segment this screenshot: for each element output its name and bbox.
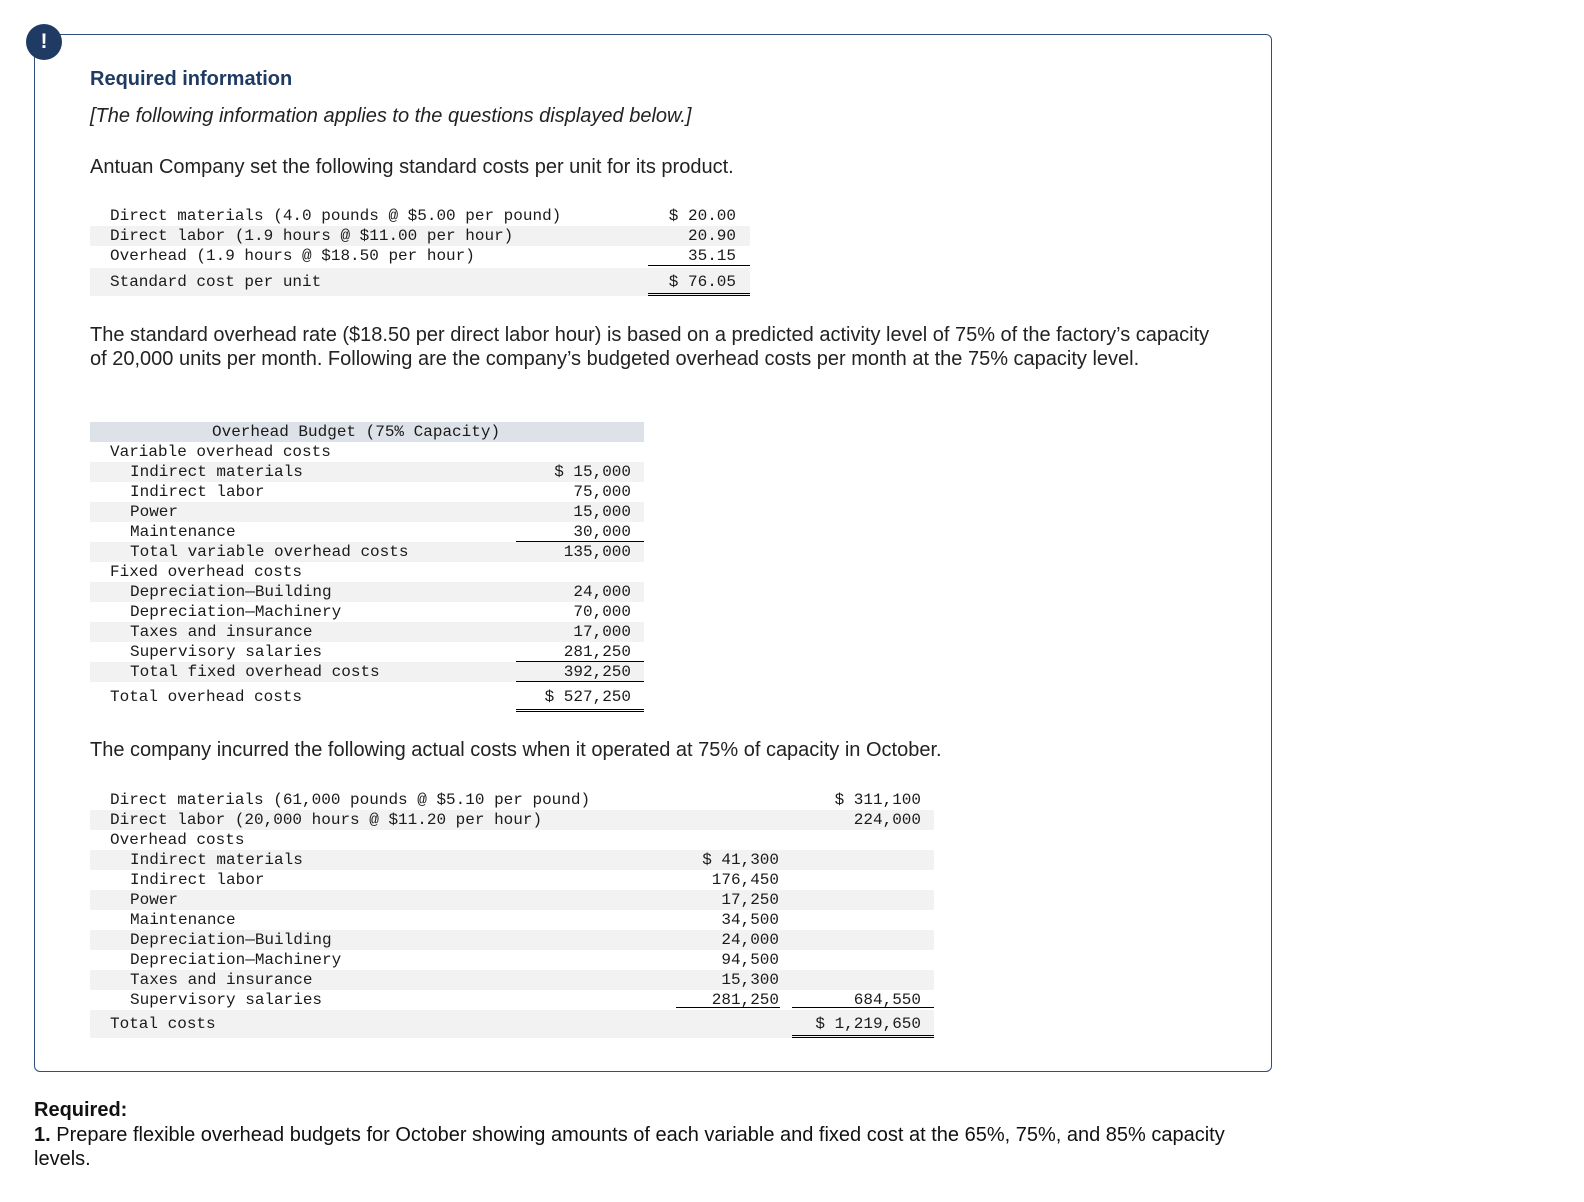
row-value: 17,250 — [721, 891, 779, 909]
row-label: Total variable overhead costs — [130, 543, 409, 561]
subtotal-rule — [792, 1007, 934, 1008]
row-value: 20.90 — [687, 227, 736, 245]
total-double-rule — [516, 709, 644, 712]
row-value: $ 41,300 — [702, 851, 779, 869]
row-value: 15,000 — [573, 503, 631, 521]
required-heading: Required: — [34, 1099, 128, 1121]
row-label: Depreciation—Building — [130, 931, 332, 949]
table-row — [90, 602, 644, 622]
row-value: 392,250 — [563, 663, 631, 681]
table-row — [90, 642, 644, 662]
required-question — [34, 1123, 1284, 1171]
table-subtotal-row — [90, 542, 644, 562]
row-label: Depreciation—Building — [130, 583, 332, 601]
row-value: 15,300 — [721, 971, 779, 989]
table-row — [90, 226, 750, 246]
alert-icon: ! — [26, 24, 62, 60]
table-row — [90, 522, 644, 542]
subtotal-rule — [676, 1007, 780, 1008]
subtotal-rule — [516, 681, 644, 682]
panel-subtitle: [The following information applies to the questions displayed below.] — [90, 105, 692, 127]
subtotal-rule — [648, 265, 750, 266]
row-label: Indirect labor — [130, 871, 265, 889]
row-label: Total costs — [110, 1015, 216, 1033]
intro-text: Antuan Company set the following standard costs per unit for its product. — [90, 156, 734, 178]
row-label: Supervisory salaries — [130, 991, 323, 1009]
table-row — [90, 950, 934, 970]
row-value: 34,500 — [721, 911, 779, 929]
row-value: $ 311,100 — [834, 791, 921, 809]
total-double-rule — [792, 1035, 934, 1038]
table-row — [90, 850, 934, 870]
row-value: $ 76.05 — [668, 273, 736, 291]
row-value: 281,250 — [563, 643, 631, 661]
table-row — [90, 622, 644, 642]
table-row — [90, 502, 644, 522]
row-value: 176,450 — [711, 871, 779, 889]
row-value: 70,000 — [573, 603, 631, 621]
row-label: Total fixed overhead costs — [130, 663, 380, 681]
row-label: Indirect materials — [130, 463, 303, 481]
row-value: $ 527,250 — [544, 688, 631, 706]
section-heading: Fixed overhead costs — [110, 563, 303, 581]
question-number: 1. — [34, 1124, 51, 1146]
row-label: Indirect materials — [130, 851, 303, 869]
section-heading: Variable overhead costs — [110, 443, 331, 461]
row-label: Direct materials (61,000 pounds @ $5.10 per pound) — [110, 791, 591, 809]
row-value: 24,000 — [721, 931, 779, 949]
row-value: 30,000 — [573, 523, 631, 541]
table-row — [90, 246, 750, 266]
table-title: Overhead Budget (75% Capacity) — [212, 423, 501, 441]
total-double-rule — [648, 293, 750, 296]
row-label: Taxes and insurance — [130, 971, 313, 989]
overhead-total-value: 684,550 — [853, 991, 921, 1009]
table-row — [90, 930, 934, 950]
row-label: Indirect labor — [130, 483, 265, 501]
row-value: 35.15 — [687, 247, 736, 265]
table-row — [90, 890, 934, 910]
row-label: Direct materials (4.0 pounds @ $5.00 per pound) — [110, 207, 562, 225]
table-row — [90, 970, 934, 990]
table-row — [90, 206, 750, 226]
row-value: 135,000 — [563, 543, 631, 561]
row-label: Total overhead costs — [110, 688, 303, 706]
row-label: Direct labor (20,000 hours @ $11.20 per hour) — [110, 811, 543, 829]
table-row — [90, 482, 644, 502]
row-label: Maintenance — [130, 523, 236, 541]
row-label: Supervisory salaries — [130, 643, 323, 661]
row-label: Depreciation—Machinery — [130, 951, 342, 969]
row-value: $ 15,000 — [554, 463, 631, 481]
row-value: $ 20.00 — [668, 207, 736, 225]
table-row — [90, 810, 934, 830]
row-label: Power — [130, 891, 179, 909]
table-total-row — [90, 1010, 934, 1038]
table-header — [90, 422, 644, 442]
row-value: 17,000 — [573, 623, 631, 641]
row-value: 281,250 — [711, 991, 779, 1009]
row-value: $ 1,219,650 — [815, 1015, 921, 1033]
table-total-row — [90, 268, 750, 296]
row-value: 24,000 — [573, 583, 631, 601]
table-row — [90, 790, 934, 810]
table-row — [90, 870, 934, 890]
row-label: Taxes and insurance — [130, 623, 313, 641]
table-row — [90, 910, 934, 930]
row-label: Direct labor (1.9 hours @ $11.00 per hour) — [110, 227, 514, 245]
row-value: 224,000 — [853, 811, 921, 829]
row-label: Standard cost per unit — [110, 273, 322, 291]
table-row — [90, 582, 644, 602]
question-text: Prepare flexible overhead budgets for October showing amounts of each variable and fixed cost at the 65%, 75%, and 85% capacity levels. — [34, 1124, 1225, 1170]
row-label: Maintenance — [130, 911, 236, 929]
table-total-row — [90, 684, 644, 710]
actual-costs-paragraph: The company incurred the following actual costs when it operated at 75% of capacity in October. — [90, 739, 942, 761]
panel-title: Required information — [90, 68, 293, 90]
row-label: Power — [130, 503, 179, 521]
row-label: Overhead (1.9 hours @ $18.50 per hour) — [110, 247, 475, 265]
table-row — [90, 462, 644, 482]
section-heading: Overhead costs — [110, 831, 245, 849]
row-value: 94,500 — [721, 951, 779, 969]
overhead-rate-paragraph: The standard overhead rate ($18.50 per direct labor hour) is based on a predicted activity level of 75% of the factory’s capacity of 20,000 units per month. Following are the company’s budgeted overhead costs per month at the 75% capacity level. — [90, 324, 1210, 370]
row-label: Depreciation—Machinery — [130, 603, 342, 621]
table-subtotal-row — [90, 662, 644, 682]
row-value: 75,000 — [573, 483, 631, 501]
